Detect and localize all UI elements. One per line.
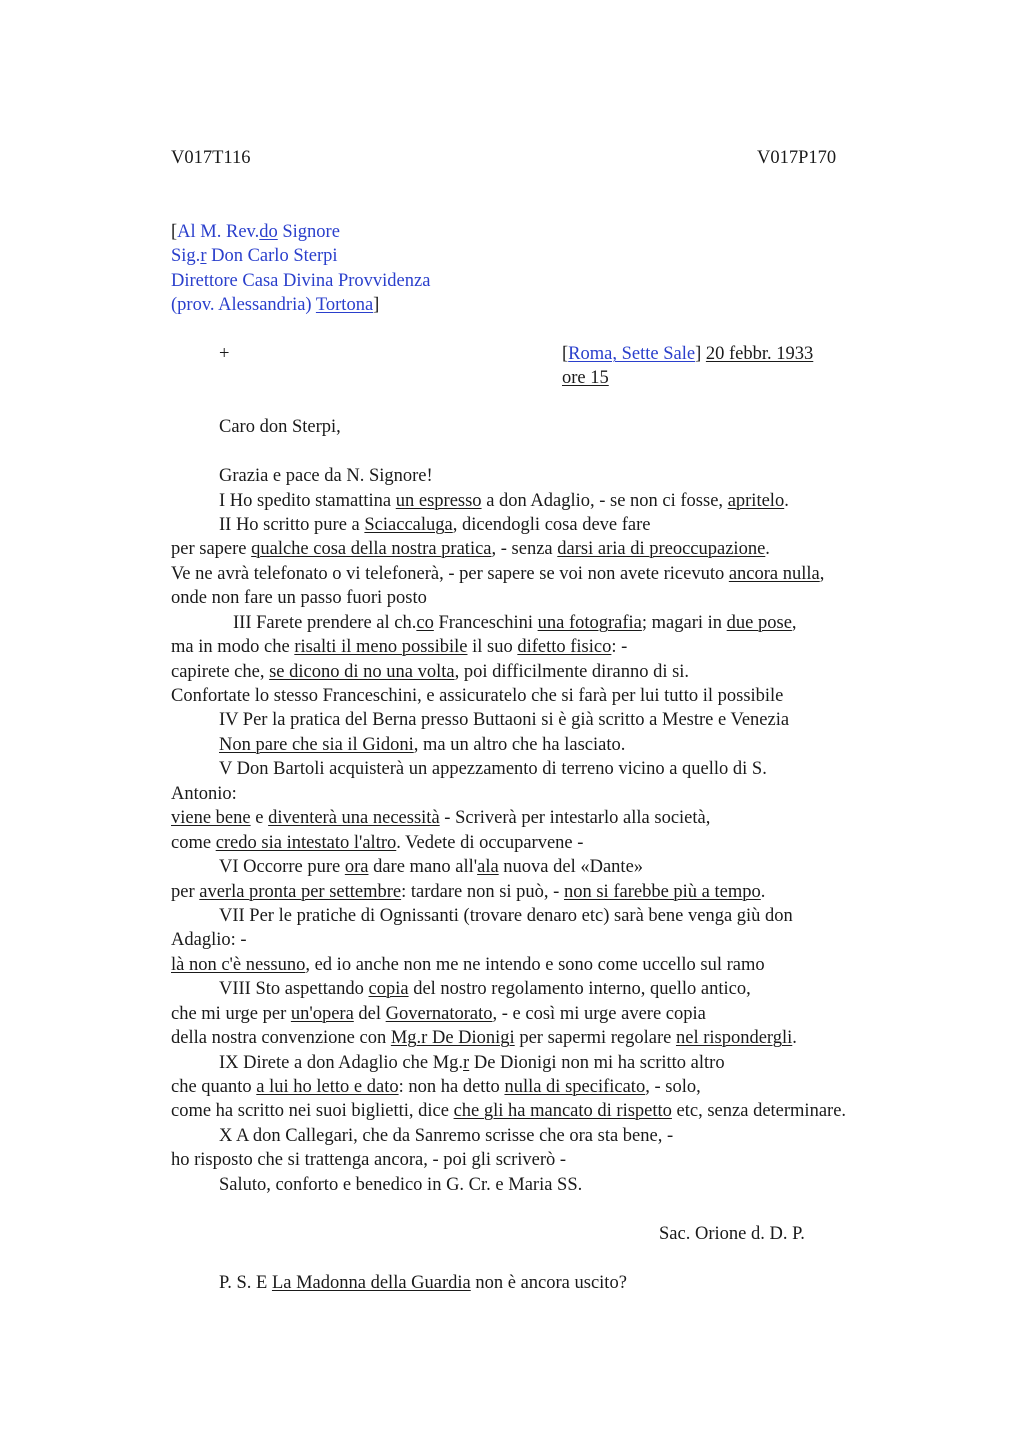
body-line: che mi urge per un'opera del Governatorato, - e così mi urge avere copia bbox=[171, 1004, 706, 1024]
body-line: là non c'è nessuno, ed io anche non me ne intendo e sono come uccello sul ramo bbox=[171, 955, 765, 975]
body-line: VI Occorre pure ora dare mano all'ala nuova del «Dante» bbox=[219, 857, 644, 877]
body-line: Non pare che sia il Gidoni, ma un altro che ha lasciato. bbox=[219, 735, 626, 755]
body-line: come credo sia intestato l'altro. Vedete di occuparvene - bbox=[171, 833, 584, 853]
body-line: VII Per le pratiche di Ognissanti (trovare denaro etc) sarà bene venga giù don bbox=[219, 906, 793, 926]
body-line: per sapere qualche cosa della nostra pratica, - senza darsi aria di preoccupazione. bbox=[171, 539, 770, 559]
address-line-4: (prov. Alessandria) Tortona] bbox=[171, 295, 380, 315]
body-line: Confortate lo stesso Franceschini, e assicuratelo che si farà per lui tutto il possibile bbox=[171, 686, 784, 706]
body-line: per averla pronta per settembre: tardare non si può, - non si farebbe più a tempo. bbox=[171, 882, 766, 902]
body-line: capirete che, se dicono di no una volta, poi difficilmente diranno di si. bbox=[171, 662, 690, 682]
document-code-right: V017P170 bbox=[757, 148, 837, 168]
body-line: come ha scritto nei suoi biglietti, dice che gli ha mancato di rispetto etc, senza determinare. bbox=[171, 1101, 847, 1121]
body-line: I Ho spedito stamattina un espresso a don Adaglio, - se non ci fosse, apritelo. bbox=[219, 491, 789, 511]
document-code-left: V017T116 bbox=[171, 148, 251, 168]
body-line: Antonio: bbox=[171, 784, 237, 804]
body-line: viene bene e diventerà una necessità - Scriverà per intestarlo alla società, bbox=[171, 808, 711, 828]
body-line: ma in modo che risalti il meno possibile il suo difetto fisico: - bbox=[171, 637, 628, 657]
body-line: VIII Sto aspettando copia del nostro regolamento interno, quello antico, bbox=[219, 979, 751, 999]
closing-blessing: Saluto, conforto e benedico in G. Cr. e Maria SS. bbox=[219, 1175, 583, 1195]
body-line: II Ho scritto pure a Sciaccaluga, dicendogli cosa deve fare bbox=[219, 515, 651, 535]
dateline-time: ore 15 bbox=[562, 368, 609, 388]
body-line: onde non fare un passo fuori posto bbox=[171, 588, 427, 608]
address-line-1: [Al M. Rev.do Signore bbox=[171, 222, 340, 242]
body-line: IX Direte a don Adaglio che Mg.r De Dionigi non mi ha scritto altro bbox=[219, 1053, 725, 1073]
address-line-3: Direttore Casa Divina Provvidenza bbox=[171, 271, 431, 291]
body-line: V Don Bartoli acquisterà un appezzamento di terreno vicino a quello di S. bbox=[219, 759, 767, 779]
body-line: Ve ne avrà telefonato o vi telefonerà, - per sapere se voi non avete ricevuto ancora nulla, bbox=[171, 564, 825, 584]
signature: Sac. Orione d. D. P. bbox=[659, 1224, 805, 1244]
cross-symbol: + bbox=[219, 344, 230, 364]
salutation: Caro don Sterpi, bbox=[219, 417, 341, 437]
address-line-2: Sig.r Don Carlo Sterpi bbox=[171, 246, 338, 266]
greeting: Grazia e pace da N. Signore! bbox=[219, 466, 433, 486]
body-line: Adaglio: - bbox=[171, 930, 247, 950]
dateline-place-date: [Roma, Sette Sale] 20 febbr. 1933 bbox=[562, 344, 814, 364]
postscript: P. S. E La Madonna della Guardia non è ancora uscito? bbox=[219, 1273, 627, 1293]
body-line: X A don Callegari, che da Sanremo scrisse che ora sta bene, - bbox=[219, 1126, 674, 1146]
body-line: che quanto a lui ho letto e dato: non ha detto nulla di specificato, - solo, bbox=[171, 1077, 701, 1097]
body-line: III Farete prendere al ch.co Franceschini una fotografia; magari in due pose, bbox=[233, 613, 797, 633]
body-line: ho risposto che si trattenga ancora, - poi gli scriverò - bbox=[171, 1150, 567, 1170]
body-line: IV Per la pratica del Berna presso Buttaoni si è già scritto a Mestre e Venezia bbox=[219, 710, 790, 730]
body-line: della nostra convenzione con Mg.r De Dionigi per sapermi regolare nel rispondergli. bbox=[171, 1028, 797, 1048]
